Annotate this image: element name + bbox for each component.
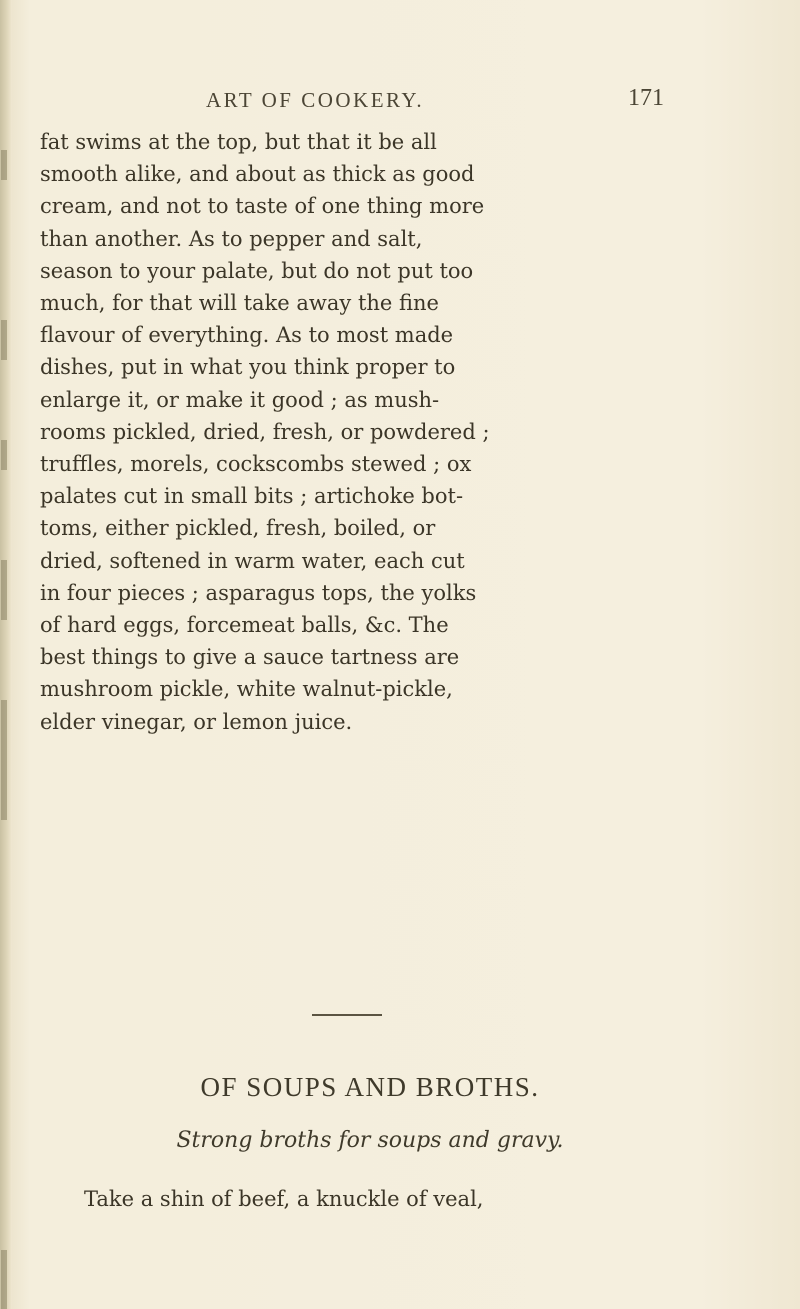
gutter-shadow xyxy=(1,560,7,620)
page-number: 171 xyxy=(628,85,664,111)
running-title: ART OF COOKERY. xyxy=(206,88,425,112)
running-head xyxy=(0,85,800,118)
text-line: flavour of everything. As to most made xyxy=(40,323,454,348)
gutter-shadow xyxy=(1,1250,7,1309)
text-line: cream, and not to taste of one thing more xyxy=(40,194,485,219)
recipe-first-line: Take a shin of beef, a knuckle of veal, xyxy=(84,1187,484,1211)
section-divider xyxy=(312,1014,382,1016)
text-line: than another. As to pepper and salt, xyxy=(40,226,423,251)
recipe-subtitle: Strong broths for soups and gravy. xyxy=(176,1128,564,1153)
text-line: of hard eggs, forcemeat balls, &c. The xyxy=(40,613,449,638)
text-line: mushroom pickle, white walnut-pickle, xyxy=(40,677,453,702)
text-line: elder vinegar, or lemon juice. xyxy=(40,709,353,734)
text-line: truffles, morels, cockscombs stewed ; ox xyxy=(40,452,472,477)
text-line: dishes, put in what you think proper to xyxy=(40,355,456,380)
text-line: fat swims at the top, but that it be all xyxy=(40,130,437,154)
gutter-shadow xyxy=(1,320,7,360)
text-line: rooms pickled, dried, fresh, or powdered ; xyxy=(40,419,490,444)
text-line: much, for that will take away the fine xyxy=(40,291,439,316)
page-gutter xyxy=(0,0,12,1309)
text-line: enlarge it, or make it good ; as mush- xyxy=(40,387,440,412)
gutter-shadow xyxy=(1,700,7,820)
text-line: toms, either pickled, fresh, boiled, or xyxy=(40,516,436,541)
text-line: in four pieces ; asparagus tops, the yolks xyxy=(40,580,477,605)
gutter-shadow xyxy=(1,150,7,180)
text-line: palates cut in small bits ; artichoke bot- xyxy=(40,484,464,509)
text-line: season to your palate, but do not put too xyxy=(40,258,474,283)
text-line: dried, softened in warm water, each cut xyxy=(40,548,465,573)
section-heading: OF SOUPS AND BROTHS. xyxy=(200,1072,540,1102)
gutter-shadow xyxy=(1,440,7,470)
text-line: best things to give a sauce tartness are xyxy=(40,645,460,670)
paragraph xyxy=(40,126,700,738)
text-line: smooth alike, and about as thick as good xyxy=(40,162,475,187)
